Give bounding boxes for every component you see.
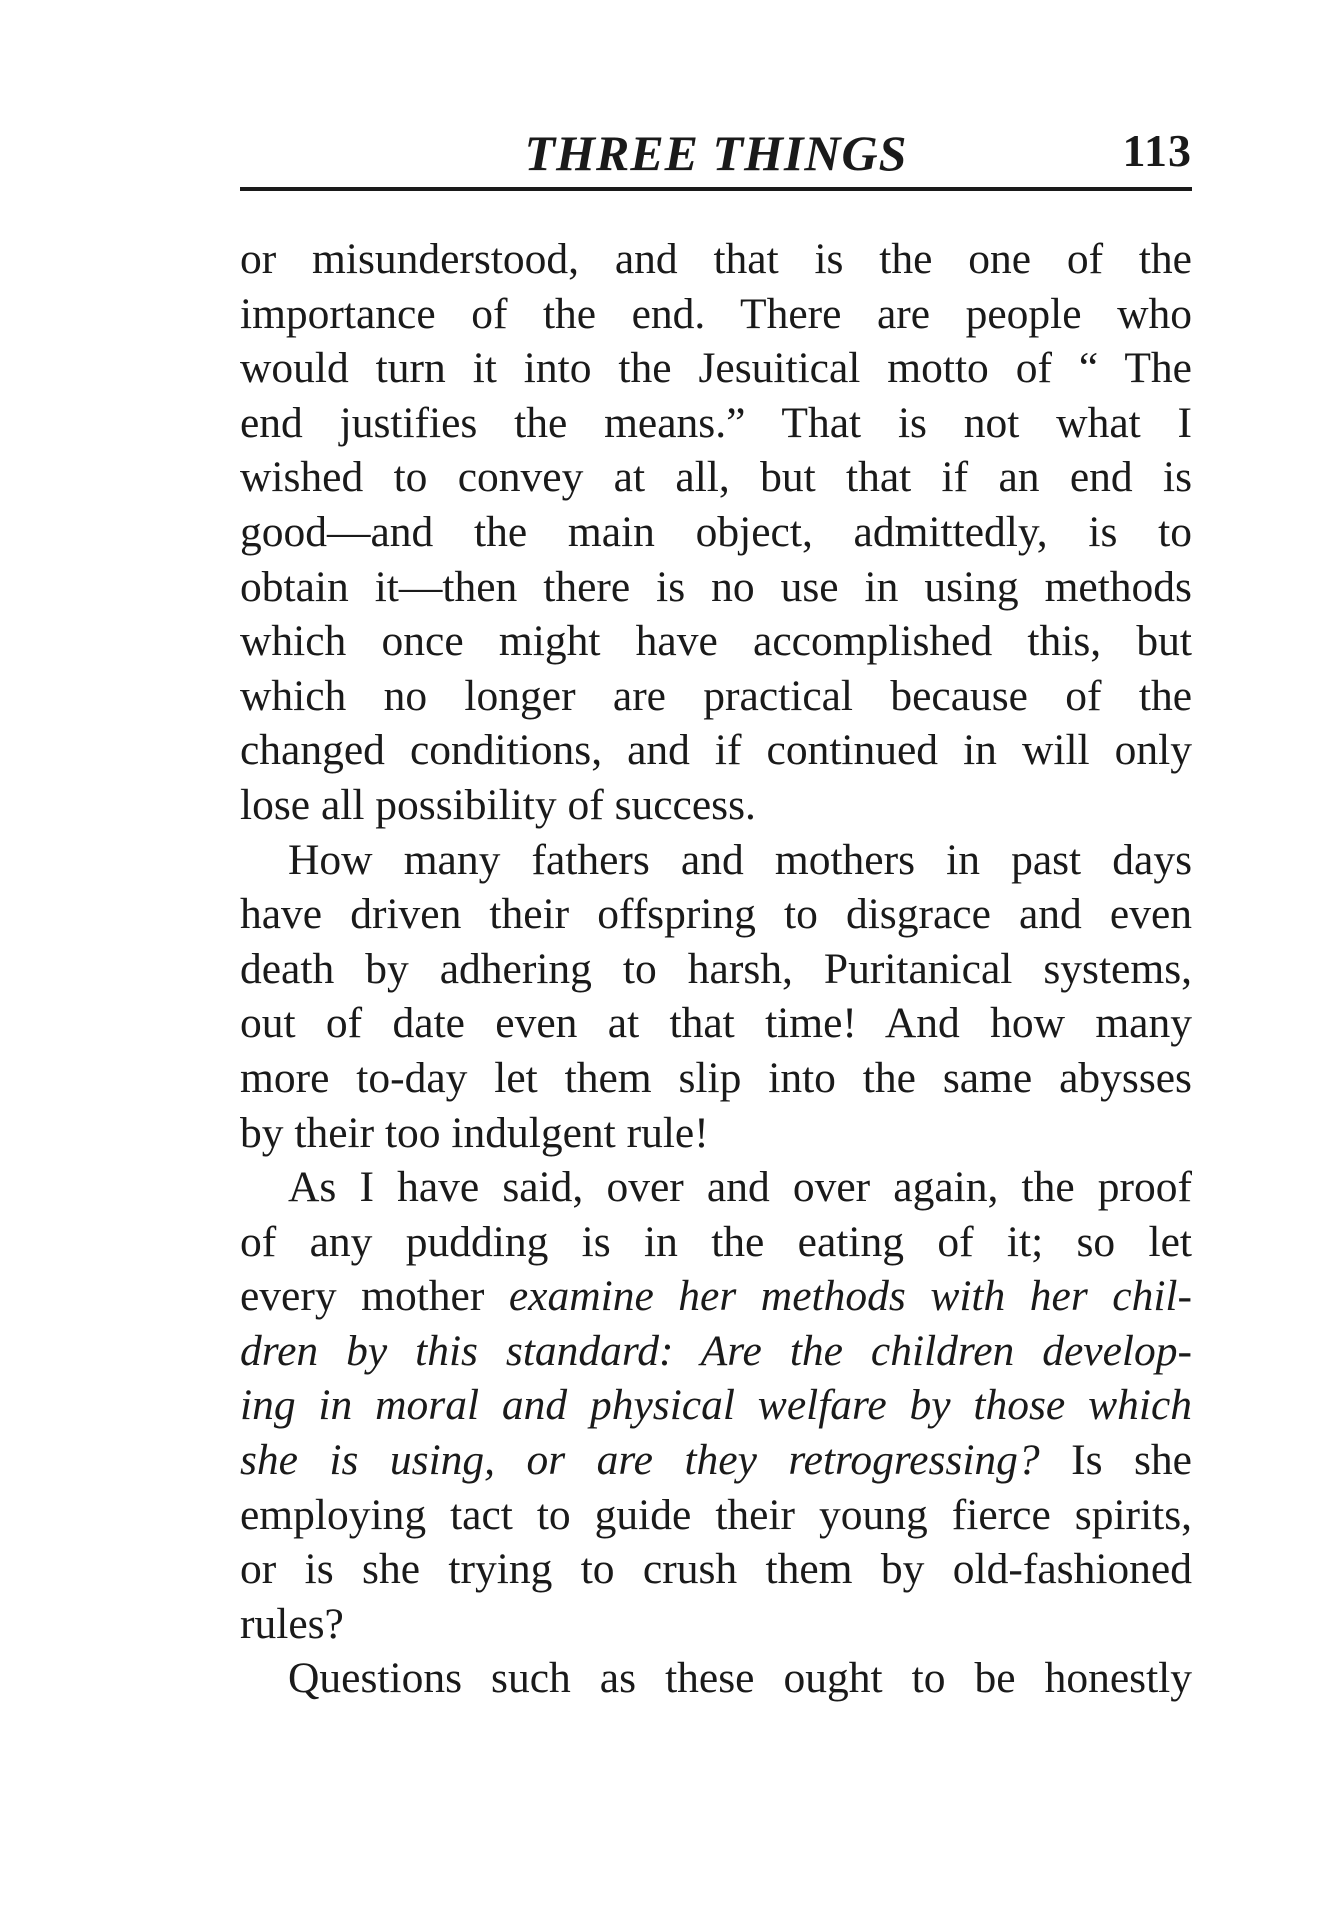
text-line: [240, 1378, 1192, 1433]
text-line: lose all possibility of success.: [240, 780, 756, 829]
text-line: which once might have accomplished this, but: [240, 617, 1192, 666]
text-line: or misunderstood, and that is the one of the: [240, 235, 1192, 283]
text-line: [240, 1433, 1192, 1488]
text-line: by their too indulgent rule!: [240, 1108, 709, 1157]
text-line: out of date even at that time! And how many: [240, 999, 1192, 1048]
text-line: How many fathers and mothers in past days: [288, 835, 1192, 884]
text-line: changed conditions, and if continued in will only: [240, 726, 1192, 775]
text-line: end justifies the means.” That is not what I: [240, 398, 1192, 447]
text-line: [240, 1269, 1192, 1324]
text-line: [240, 1542, 1192, 1597]
paragraph-3: [240, 1160, 1192, 1651]
text-line: wished to convey at all, but that if an end is: [240, 453, 1192, 502]
italic-span: she is using, or are they retrogressing?: [240, 1436, 1040, 1485]
running-header: [240, 118, 1192, 181]
text-line: Questions such as these ought to be honestly: [288, 1654, 1192, 1703]
text-span: or is she trying to crush them by old-fashioned: [240, 1545, 1192, 1594]
text-line: have driven their offspring to disgrace and even: [240, 890, 1192, 939]
text-span: every mother: [240, 1272, 509, 1321]
text-span: As I have said, over and over again, the proof: [288, 1163, 1192, 1212]
text-span: rules?: [240, 1599, 344, 1648]
italic-span: examine her methods with her chil-: [508, 1272, 1192, 1321]
text-span: of any pudding is in the eating of it; so let: [240, 1217, 1192, 1266]
text-line: more to-day let them slip into the same abysses: [240, 1053, 1192, 1102]
italic-span: dren by this standard: Are the children develop-: [240, 1326, 1192, 1375]
text-line: [240, 1597, 1192, 1652]
paragraph-4: [240, 1651, 1192, 1706]
paragraph-2: [240, 833, 1192, 1161]
text-line: obtain it—then there is no use in using methods: [240, 562, 1192, 611]
text-line: [240, 1488, 1192, 1543]
text-line: importance of the end. There are people who: [240, 289, 1192, 338]
page-number: 113: [1122, 125, 1192, 176]
text-line: would turn it into the Jesuitical motto of “ The: [240, 344, 1192, 393]
header-rule: [240, 187, 1192, 191]
text-line: which no longer are practical because of the: [240, 671, 1192, 720]
running-title: THREE THINGS: [524, 125, 908, 181]
text-line: [240, 1324, 1192, 1379]
italic-span: ing in moral and physical welfare by those which: [240, 1381, 1192, 1430]
text-line: death by adhering to harsh, Puritanical systems,: [240, 944, 1192, 993]
text-span: Is she: [1039, 1436, 1192, 1485]
text-line: [240, 1215, 1192, 1270]
text-line: [240, 1160, 1192, 1215]
paragraph-1: [240, 232, 1192, 833]
text-line: good—and the main object, admittedly, is to: [240, 507, 1192, 556]
body-text: [240, 232, 1192, 1706]
text-span: employing tact to guide their young fierce spirits,: [240, 1490, 1192, 1539]
